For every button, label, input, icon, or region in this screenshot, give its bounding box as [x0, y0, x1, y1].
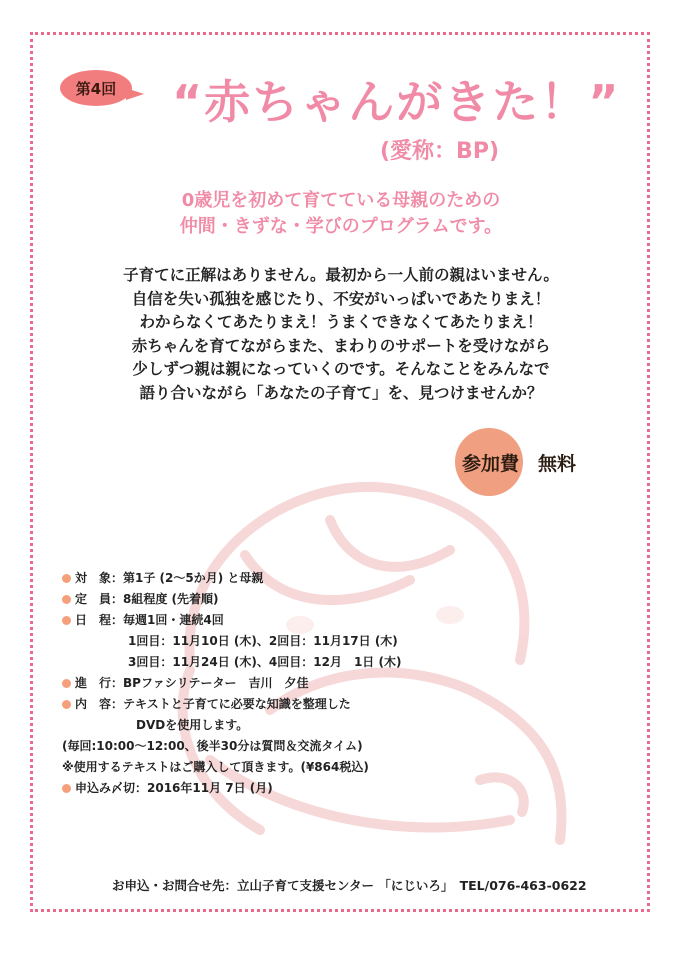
detail-capacity: 定 員：8組程度 (先着順) — [62, 589, 401, 610]
bullet-icon — [62, 574, 71, 583]
detail-session2: 3回目：11月24日 (木)、4回目：12月 1日 (木) — [128, 655, 402, 669]
detail-facilitator: 進 行：BPファシリテーター 吉川 夕佳 — [62, 673, 401, 694]
body-line: 語り合いながら「あなたの子育て」を、見つけませんか？ — [139, 383, 543, 402]
detail-content2: DVDを使用します。 — [136, 718, 249, 732]
page-title: “赤ちゃんがきた！” — [172, 75, 621, 129]
detail-deadline: 申込み〆切：2016年11月 7日 (月) — [62, 778, 401, 799]
bullet-icon — [62, 784, 71, 793]
body-line: 子育てに正解はありません。最初から一人前の親はいません。 — [123, 266, 559, 284]
body-line: わからなくてあたりまえ！うまくできなくてあたりまえ！ — [139, 313, 543, 331]
body-line: 自信を失い孤独を感じたり、不安がいっぱいであたりまえ！ — [131, 289, 551, 308]
bullet-icon — [62, 595, 71, 604]
lead-text — [0, 188, 682, 240]
bullet-icon — [62, 679, 71, 688]
detail-target: 対 象：第1子 (2～5か月) と母親 — [62, 568, 401, 589]
detail-time: (毎回:10:00～12:00、後半30分は質問＆交流タイム) — [62, 739, 363, 753]
body-line: 少しずつ親は親になっていくのです。そんなことをみんなで — [132, 360, 550, 378]
detail-session1: 1回目：11月10日 (木)、2回目：11月17日 (木) — [128, 634, 398, 648]
lead-line: 0歳児を初めて育てている母親のための — [181, 190, 501, 211]
session-badge: 第4回 — [60, 70, 132, 106]
lead-line: 仲間・きずな・学びのプログラムです。 — [179, 216, 503, 237]
fee-label: 参加費 無料 — [462, 453, 577, 475]
body-text — [0, 264, 682, 405]
contact-info: お申込・お問合せ先：立山子育て支援センター 「にじいろ」 TEL/076-463-0622 — [112, 878, 587, 893]
detail-content: 内 容：テキストと子育てに必要な知識を整理した — [62, 694, 401, 715]
detail-textbook: ※使用するテキストはご購入して頂きます。(¥864税込) — [62, 760, 369, 774]
detail-schedule: 日 程：毎週1回・連続4回 — [62, 610, 401, 631]
bullet-icon — [62, 616, 71, 625]
details-list — [62, 568, 401, 799]
badge-tail — [126, 88, 144, 100]
nickname: (愛称：BP) — [380, 139, 500, 164]
body-line: 赤ちゃんを育てながらまた、まわりのサポートを受けながら — [131, 336, 551, 355]
bullet-icon — [62, 700, 71, 709]
